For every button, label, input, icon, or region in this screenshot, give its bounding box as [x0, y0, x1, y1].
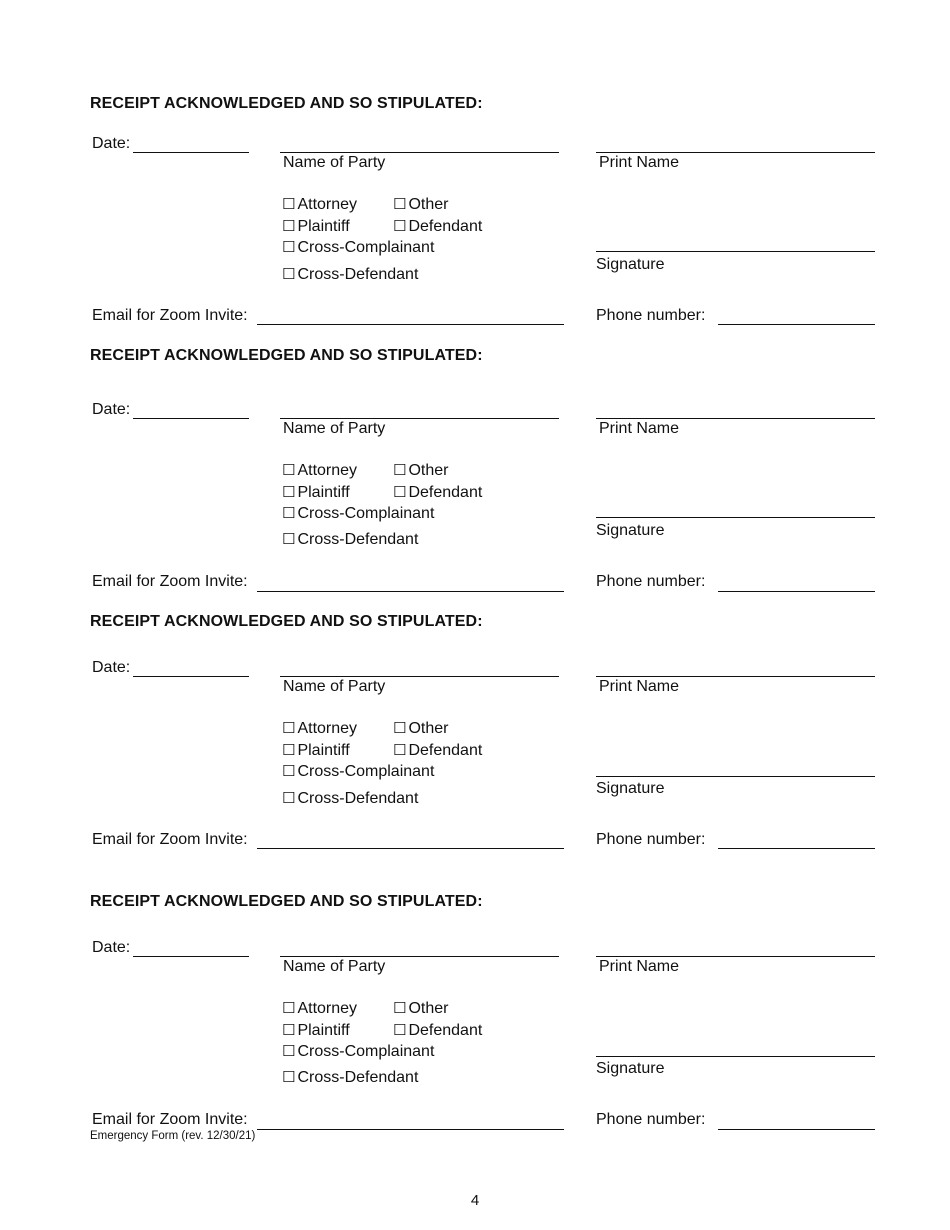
name-of-party-field[interactable] [280, 956, 559, 957]
page-number: 4 [470, 1192, 480, 1209]
checkbox-icon: ☐ [282, 790, 296, 807]
other-label: Other [408, 196, 449, 213]
plaintiff-checkbox[interactable] [282, 741, 350, 760]
plaintiff-checkbox[interactable] [282, 217, 350, 236]
checkbox-icon: ☐ [393, 1000, 407, 1017]
attorney-label: Attorney [297, 1000, 358, 1017]
cross-defendant-label: Cross-Defendant [297, 1069, 419, 1086]
name-of-party-field[interactable] [280, 152, 559, 153]
other-label: Other [408, 720, 449, 737]
signature-field[interactable] [596, 776, 875, 777]
defendant-checkbox[interactable] [393, 217, 482, 236]
phone-field[interactable] [718, 591, 875, 592]
other-checkbox[interactable] [393, 719, 448, 738]
plaintiff-checkbox[interactable] [282, 1021, 350, 1040]
cross-defendant-label: Cross-Defendant [297, 790, 419, 807]
other-label: Other [408, 462, 449, 479]
cross-complainant-label: Cross-Complainant [297, 239, 435, 256]
checkbox-icon: ☐ [282, 218, 296, 235]
checkbox-icon: ☐ [282, 531, 296, 548]
date-label: Date: [92, 401, 131, 418]
email-label: Email for Zoom Invite: [92, 573, 248, 590]
other-checkbox[interactable] [393, 195, 448, 214]
email-field[interactable] [257, 848, 564, 849]
checkbox-icon: ☐ [282, 505, 296, 522]
attorney-checkbox[interactable] [282, 461, 357, 480]
block-heading: RECEIPT ACKNOWLEDGED AND SO STIPULATED: [90, 95, 483, 112]
name-of-party-label: Name of Party [283, 154, 386, 171]
defendant-checkbox[interactable] [393, 1021, 482, 1040]
date-label: Date: [92, 939, 131, 956]
cross-complainant-checkbox[interactable] [282, 1042, 434, 1061]
checkbox-icon: ☐ [282, 763, 296, 780]
email-label: Email for Zoom Invite: [92, 1111, 248, 1128]
plaintiff-label: Plaintiff [297, 1022, 350, 1039]
attorney-label: Attorney [297, 462, 358, 479]
plaintiff-label: Plaintiff [297, 484, 350, 501]
form-revision-note: Emergency Form (rev. 12/30/21) [90, 1130, 256, 1142]
checkbox-icon: ☐ [393, 218, 407, 235]
print-name-field[interactable] [596, 418, 875, 419]
checkbox-icon: ☐ [282, 196, 296, 213]
attorney-checkbox[interactable] [282, 195, 357, 214]
email-label: Email for Zoom Invite: [92, 831, 248, 848]
cross-defendant-checkbox[interactable] [282, 265, 418, 284]
name-of-party-label: Name of Party [283, 420, 386, 437]
signature-field[interactable] [596, 251, 875, 252]
checkbox-icon: ☐ [282, 742, 296, 759]
cross-defendant-checkbox[interactable] [282, 1068, 418, 1087]
phone-field[interactable] [718, 324, 875, 325]
name-of-party-label: Name of Party [283, 958, 386, 975]
signature-field[interactable] [596, 517, 875, 518]
checkbox-icon: ☐ [393, 196, 407, 213]
checkbox-icon: ☐ [393, 1022, 407, 1039]
checkbox-icon: ☐ [282, 239, 296, 256]
checkbox-icon: ☐ [393, 742, 407, 759]
print-name-label: Print Name [599, 958, 680, 975]
date-field[interactable] [133, 418, 249, 419]
checkbox-icon: ☐ [282, 1043, 296, 1060]
cross-complainant-checkbox[interactable] [282, 504, 434, 523]
cross-defendant-checkbox[interactable] [282, 530, 418, 549]
defendant-checkbox[interactable] [393, 741, 482, 760]
cross-defendant-label: Cross-Defendant [297, 531, 419, 548]
date-field[interactable] [133, 676, 249, 677]
cross-complainant-checkbox[interactable] [282, 238, 434, 257]
other-checkbox[interactable] [393, 999, 448, 1018]
signature-label: Signature [596, 522, 665, 539]
checkbox-icon: ☐ [282, 1022, 296, 1039]
stipulation-block-4 [0, 893, 950, 1143]
defendant-label: Defendant [408, 1022, 483, 1039]
phone-label: Phone number: [596, 1111, 706, 1128]
checkbox-icon: ☐ [282, 462, 296, 479]
signature-label: Signature [596, 780, 665, 797]
plaintiff-checkbox[interactable] [282, 483, 350, 502]
defendant-label: Defendant [408, 742, 483, 759]
print-name-label: Print Name [599, 154, 680, 171]
defendant-label: Defendant [408, 484, 483, 501]
signature-label: Signature [596, 256, 665, 273]
email-field[interactable] [257, 1129, 564, 1130]
attorney-label: Attorney [297, 196, 358, 213]
date-field[interactable] [133, 956, 249, 957]
date-label: Date: [92, 659, 131, 676]
block-heading: RECEIPT ACKNOWLEDGED AND SO STIPULATED: [90, 347, 483, 364]
cross-defendant-label: Cross-Defendant [297, 266, 419, 283]
email-label: Email for Zoom Invite: [92, 307, 248, 324]
checkbox-icon: ☐ [282, 1000, 296, 1017]
checkbox-icon: ☐ [282, 720, 296, 737]
stipulation-block-1 [0, 95, 950, 345]
phone-label: Phone number: [596, 573, 706, 590]
print-name-label: Print Name [599, 420, 680, 437]
stipulation-block-2 [0, 347, 950, 597]
stipulation-block-3 [0, 613, 950, 863]
checkbox-icon: ☐ [393, 462, 407, 479]
checkbox-icon: ☐ [282, 266, 296, 283]
cross-complainant-label: Cross-Complainant [297, 1043, 435, 1060]
attorney-label: Attorney [297, 720, 358, 737]
plaintiff-label: Plaintiff [297, 742, 350, 759]
block-heading: RECEIPT ACKNOWLEDGED AND SO STIPULATED: [90, 613, 483, 630]
phone-label: Phone number: [596, 307, 706, 324]
other-checkbox[interactable] [393, 461, 448, 480]
email-field[interactable] [257, 324, 564, 325]
block-heading: RECEIPT ACKNOWLEDGED AND SO STIPULATED: [90, 893, 483, 910]
checkbox-icon: ☐ [282, 1069, 296, 1086]
attorney-checkbox[interactable] [282, 719, 357, 738]
cross-defendant-checkbox[interactable] [282, 789, 418, 808]
cross-complainant-label: Cross-Complainant [297, 763, 435, 780]
checkbox-icon: ☐ [282, 484, 296, 501]
checkbox-icon: ☐ [393, 484, 407, 501]
print-name-label: Print Name [599, 678, 680, 695]
print-name-field[interactable] [596, 956, 875, 957]
name-of-party-label: Name of Party [283, 678, 386, 695]
checkbox-icon: ☐ [393, 720, 407, 737]
other-label: Other [408, 1000, 449, 1017]
plaintiff-label: Plaintiff [297, 218, 350, 235]
name-of-party-field[interactable] [280, 676, 559, 677]
cross-complainant-label: Cross-Complainant [297, 505, 435, 522]
cross-complainant-checkbox[interactable] [282, 762, 434, 781]
signature-field[interactable] [596, 1056, 875, 1057]
print-name-field[interactable] [596, 152, 875, 153]
print-name-field[interactable] [596, 676, 875, 677]
phone-field[interactable] [718, 848, 875, 849]
phone-label: Phone number: [596, 831, 706, 848]
defendant-label: Defendant [408, 218, 483, 235]
phone-field[interactable] [718, 1129, 875, 1130]
email-field[interactable] [257, 591, 564, 592]
attorney-checkbox[interactable] [282, 999, 357, 1018]
signature-label: Signature [596, 1060, 665, 1077]
defendant-checkbox[interactable] [393, 483, 482, 502]
name-of-party-field[interactable] [280, 418, 559, 419]
date-label: Date: [92, 135, 131, 152]
date-field[interactable] [133, 152, 249, 153]
